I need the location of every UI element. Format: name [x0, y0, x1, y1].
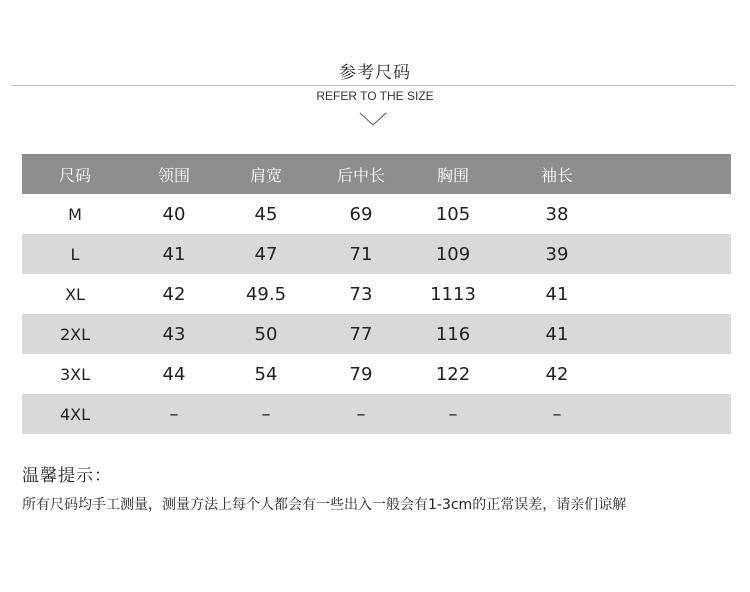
column-header: 尺码: [58, 165, 91, 185]
table-cell: 105: [435, 203, 471, 225]
table-cell: –: [261, 403, 271, 425]
table-cell: 54: [254, 363, 278, 385]
table-cell: 4XL: [59, 404, 91, 424]
table-row: [22, 274, 731, 314]
size-table: [22, 154, 731, 434]
column-header: 袖长: [540, 165, 573, 185]
table-cell: 2XL: [59, 324, 91, 344]
table-cell: 122: [435, 363, 471, 385]
table-cell: 1113: [430, 283, 476, 305]
table-cell: 44: [162, 363, 186, 385]
table-cell: M: [68, 204, 82, 224]
table-cell: 38: [545, 203, 569, 225]
chevron-down-icon: [359, 111, 387, 127]
table-cell: 109: [435, 243, 471, 265]
table-cell: 41: [545, 323, 569, 345]
table-header-row: [22, 154, 731, 194]
column-header: 胸围: [436, 165, 469, 185]
table-cell: 79: [349, 363, 373, 385]
table-row: [22, 234, 731, 274]
notes-body: 所有尺码均手工测量，测量方法上每个人都会有一些出入一般会有1-3cm的正常误差，请亲们谅解: [22, 497, 627, 513]
table-cell: 42: [162, 283, 186, 305]
table-row: [22, 354, 731, 394]
table-cell: –: [448, 403, 458, 425]
table-cell: –: [356, 403, 366, 425]
table-cell: –: [169, 403, 179, 425]
table-row: [22, 314, 731, 354]
table-cell: 41: [545, 283, 569, 305]
table-cell: 3XL: [59, 364, 91, 384]
table-cell: 73: [349, 283, 373, 305]
table-cell: L: [70, 244, 80, 264]
header-title: 参考尺码: [339, 63, 411, 83]
table-cell: 42: [545, 363, 569, 385]
table-cell: 77: [349, 323, 373, 345]
column-header: 领围: [157, 165, 190, 185]
notes-title: 温馨提示：: [22, 466, 112, 486]
table-cell: 45: [254, 203, 278, 225]
table-cell: 49.5: [245, 283, 287, 305]
table-cell: 43: [162, 323, 186, 345]
table-row: [22, 394, 731, 434]
table-cell: 41: [162, 243, 186, 265]
header-divider: [12, 85, 735, 86]
table-cell: 116: [435, 323, 471, 345]
table-cell: 71: [349, 243, 373, 265]
header-subtitle: REFER TO THE SIZE: [316, 89, 434, 103]
table-cell: 39: [545, 243, 569, 265]
column-header: 肩宽: [249, 165, 282, 185]
table-cell: –: [552, 403, 562, 425]
table-row: [22, 194, 731, 234]
table-cell: XL: [65, 284, 85, 304]
table-cell: 50: [254, 323, 278, 345]
table-cell: 47: [254, 243, 278, 265]
table-cell: 69: [349, 203, 373, 225]
table-cell: 40: [162, 203, 186, 225]
column-header: 后中长: [336, 165, 385, 185]
